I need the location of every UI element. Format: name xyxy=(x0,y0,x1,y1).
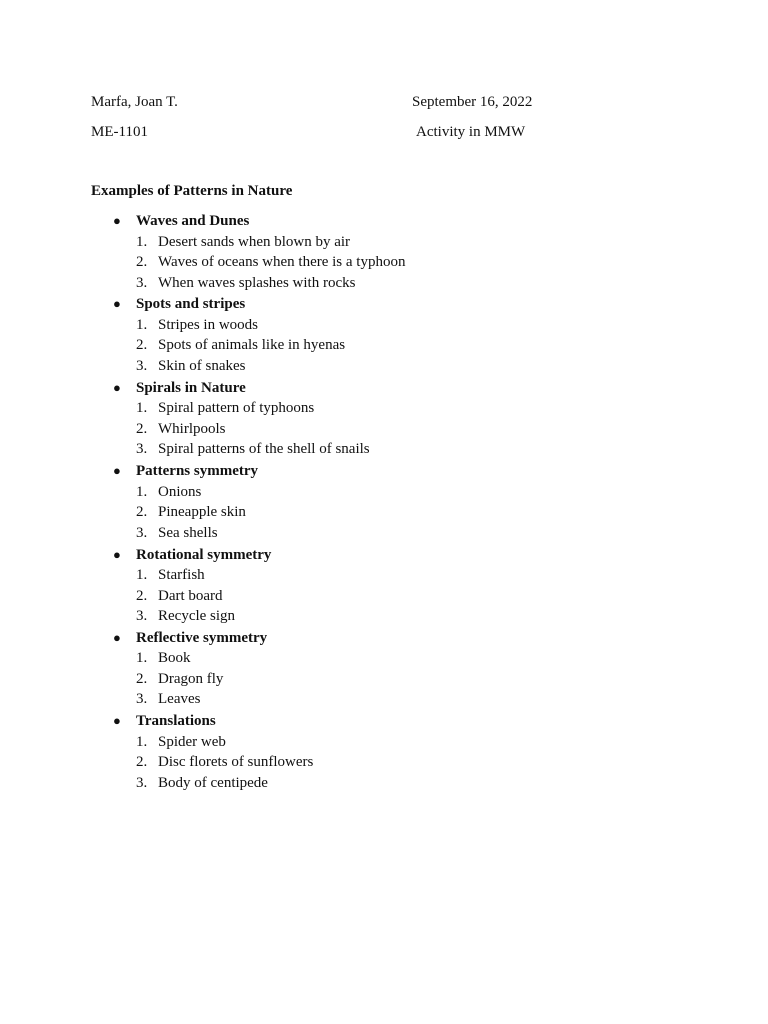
list-item xyxy=(0,252,768,272)
list-item xyxy=(0,732,768,752)
list-item xyxy=(0,335,768,355)
item-number: 1. xyxy=(136,400,148,417)
item-text: Onions xyxy=(158,483,202,500)
pattern-list xyxy=(0,211,768,795)
section-translations xyxy=(0,711,768,794)
item-number: 3. xyxy=(136,691,148,708)
item-number: 3. xyxy=(136,274,148,291)
item-number: 1. xyxy=(136,733,148,750)
item-number: 1. xyxy=(136,567,148,584)
list-item xyxy=(0,689,768,709)
item-number: 3. xyxy=(136,608,148,625)
list-item xyxy=(0,586,768,606)
list-item xyxy=(0,648,768,668)
item-text: Leaves xyxy=(158,691,201,708)
item-text: Waves of oceans when there is a typhoon xyxy=(158,254,406,270)
item-number: 1. xyxy=(136,650,148,667)
item-number: 3. xyxy=(136,357,148,374)
bullet-icon: ● xyxy=(113,713,121,729)
bullet-icon: ● xyxy=(113,296,121,312)
list-item xyxy=(0,606,768,626)
list-item xyxy=(0,669,768,689)
list-item xyxy=(0,315,768,335)
item-text: Spiral patterns of the shell of snails xyxy=(158,441,370,458)
section-spots-and-stripes xyxy=(0,294,768,377)
item-text: Recycle sign xyxy=(158,608,236,625)
item-text: Desert sands when blown by air xyxy=(158,233,351,250)
item-text: Dragon fly xyxy=(158,670,224,687)
item-number: 2. xyxy=(136,337,148,354)
section-title: Patterns symmetry xyxy=(136,463,259,480)
item-number: 2. xyxy=(136,670,148,687)
list-item xyxy=(0,439,768,459)
student-name: Marfa, Joan T. xyxy=(91,94,178,110)
section-title: Spirals in Nature xyxy=(136,379,246,396)
item-text: Skin of snakes xyxy=(158,357,246,374)
header-row-1 xyxy=(91,92,768,112)
list-item xyxy=(0,502,768,522)
list-item xyxy=(0,482,768,502)
item-text: Stripes in woods xyxy=(158,316,259,333)
item-text: Spider web xyxy=(158,733,226,750)
list-item xyxy=(0,419,768,439)
item-text: Disc florets of sunflowers xyxy=(158,754,314,771)
item-text: Sea shells xyxy=(158,524,218,541)
bullet-icon: ● xyxy=(113,629,121,645)
section-title: Translations xyxy=(136,713,216,730)
item-text: Starfish xyxy=(158,567,205,584)
section-rotational-symmetry xyxy=(0,545,768,628)
section-heading xyxy=(0,628,768,648)
section-reflective-symmetry xyxy=(0,628,768,711)
section-heading xyxy=(0,461,768,481)
activity-title: Activity in MMW xyxy=(416,124,526,140)
page-title: Examples of Patterns in Nature xyxy=(91,183,293,199)
item-number: 2. xyxy=(136,754,148,771)
item-number: 3. xyxy=(136,524,148,541)
item-text: Pineapple skin xyxy=(158,504,246,521)
item-number: 3. xyxy=(136,774,148,791)
list-item xyxy=(0,356,768,376)
list-item xyxy=(0,752,768,772)
section-heading xyxy=(0,378,768,398)
section-title: Rotational symmetry xyxy=(136,546,272,563)
header-row-2 xyxy=(91,122,768,142)
item-number: 1. xyxy=(136,483,148,500)
section-heading xyxy=(0,211,768,231)
bullet-icon: ● xyxy=(113,546,121,562)
item-text: Book xyxy=(158,650,191,667)
item-number: 2. xyxy=(136,254,148,270)
list-item xyxy=(0,232,768,252)
list-item xyxy=(0,398,768,418)
date: September 16, 2022 xyxy=(412,94,533,110)
bullet-icon: ● xyxy=(113,379,121,395)
item-number: 2. xyxy=(136,587,148,604)
item-text: Spots of animals like in hyenas xyxy=(158,337,346,354)
item-text: Dart board xyxy=(158,587,223,604)
section-title: Waves and Dunes xyxy=(136,213,250,229)
section-heading xyxy=(0,545,768,565)
section-patterns-symmetry xyxy=(0,461,768,544)
section-heading xyxy=(0,294,768,314)
item-number: 3. xyxy=(136,441,148,458)
item-number: 2. xyxy=(136,420,148,437)
section-title: Reflective symmetry xyxy=(136,629,268,646)
item-number: 2. xyxy=(136,504,148,521)
item-number: 1. xyxy=(136,233,148,250)
item-number: 1. xyxy=(136,316,148,333)
course-code: ME-1101 xyxy=(91,124,148,140)
section-title: Spots and stripes xyxy=(136,296,246,313)
list-item xyxy=(0,273,768,293)
list-item xyxy=(0,565,768,585)
section-heading xyxy=(0,711,768,731)
bullet-icon: ● xyxy=(113,213,121,228)
list-item xyxy=(0,773,768,793)
item-text: Body of centipede xyxy=(158,774,268,791)
item-text: Spiral pattern of typhoons xyxy=(158,400,315,417)
list-item xyxy=(0,523,768,543)
section-spirals-in-nature xyxy=(0,378,768,461)
section-waves-and-dunes xyxy=(0,211,768,294)
bullet-icon: ● xyxy=(113,463,121,479)
item-text: Whirlpools xyxy=(158,420,226,437)
item-text: When waves splashes with rocks xyxy=(158,274,356,291)
